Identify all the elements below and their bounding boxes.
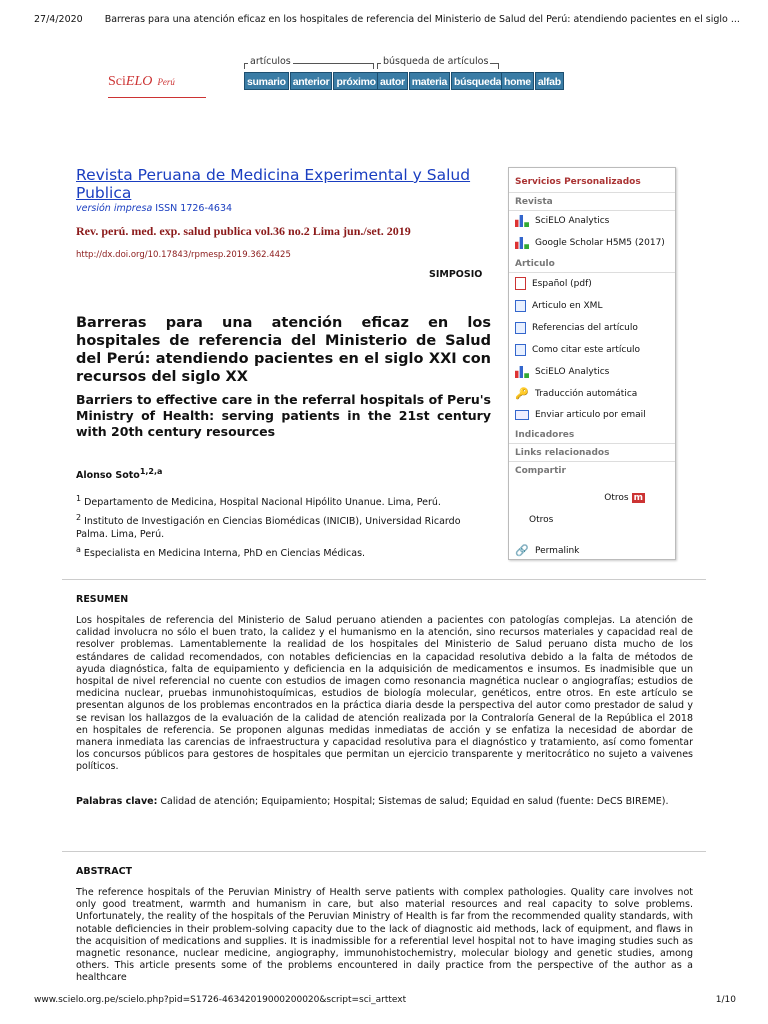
xml-icon [515, 300, 526, 312]
sidebar-item-email[interactable]: Enviar articulo por email [509, 406, 675, 426]
issn-value: ISSN 1726-4634 [155, 203, 233, 214]
affiliation-a: $^a$ Especialista en Medicina Interna, PhD en Ciencias Médicas. [76, 545, 366, 560]
sidebar-item-permalink[interactable]: 🔗 Permalink [515, 544, 580, 557]
home-button[interactable]: home [501, 72, 534, 90]
resumen-heading: RESUMEN [76, 594, 129, 605]
sidebar-section-links[interactable]: Links relacionados [509, 444, 675, 462]
abstract-heading: ABSTRACT [76, 866, 133, 877]
alfab-button[interactable]: alfab [535, 72, 564, 90]
affiliations [76, 492, 491, 562]
sidebar-item-pdf[interactable]: Español (pdf) [509, 273, 675, 296]
keywords-label: Palabras clave: [76, 796, 158, 807]
sidebar-item-como-citar[interactable]: Como citar este artículo [509, 340, 675, 362]
keywords-text: Calidad de atención; Equipamiento; Hospital; Sistemas de salud; Equidad en salud (fuente: DeCS BIREME). [157, 796, 669, 807]
citation: Rev. perú. med. exp. salud publica vol.36 no.2 Lima jun./set. 2019 [76, 224, 411, 238]
email-icon [515, 410, 529, 420]
issn-line [76, 203, 232, 214]
version-label: versión impresa [76, 203, 153, 214]
sidebar-item-xml[interactable]: Articulo en XML [509, 296, 675, 318]
busqueda-button[interactable]: búsqueda [451, 72, 504, 90]
nav-articulos-caption: artículos [250, 56, 291, 67]
analytics-icon [515, 366, 529, 378]
sidebar-item-traduccion[interactable]: 🔑 Traducción automática [515, 387, 638, 400]
proximo-button[interactable]: próximo [333, 72, 378, 90]
print-title: Barreras para una atención eficaz en los hospitales de referencia del Ministerio de Salud del Perú: atendiendo pacientes en el siglo ... [104, 14, 740, 25]
print-footer [34, 995, 736, 1005]
abstract-text: The reference hospitals of the Peruvian Ministry of Health serve patients with complex pathologies. Quality care involves not only good treatment, warmth and humanism in care, but also material resources and real capacity to solve problems. Unfortunately, the reality of the hospitals of the Peruvian Ministry of Health is far from the recommended quality standards, with notable deficiencies in their problem-solving capacity due to the lack of diagnostic aid methods, lack of equipment, and flaws in the acquisition of medications and supplies. It is inadmissible for a referential level hospital not to have imaging studies such as magnetic resonance, nuclear medicine, angiography, immunohistochemistry, molecular biology and genetic studies, among others. This article presents some of the problems encountered in daily practice from the perspective of the author as a healthcare [76, 887, 693, 984]
resumen-text: Los hospitales de referencia del Ministerio de Salud peruano atienden a pacientes con patologías complejas. La atención de calidad involucra no sólo el buen trato, la calidez y el humanismo en la atención, sino recursos materiales y capacidad real de resolver problemas. Lamentablemente la realidad de los hospitales del Ministerio de Salud peruano dista mucho de los estándares de calidad recomendados, con notables deficiencias en la capacidad resolutiva debido a la falta de métodos de ayuda diagnóstica, falta de equipamiento y deficiencia en la adquisición de medicamentos e insumos. Es inadmisible que un hospital de nivel referencial no cuente con estudios de imagen como resonancia magnética nuclear o angiografías; estudios de medicina nuclear, pruebas inmunohistoquímicas, estudios de biología molecular, genéticos, entre otros. En este artículo se presentan algunos de los problemas encontrados en la práctica diaria desde la perspectiva del autor como prestador de salud y se revisan los hallazgos de la evaluación de la calidad de atención realizada por la Contraloría General de la República el 2018 en hospitales de referencia. Se proponen algunas medidas inmediatas de acción y se enfatiza la necesidad de abordar de manera inmediata las carencias de infraestructura y capacidad resolutiva para el diagnóstico y tratamiento, así como fomentar los concursos públicos para gestores de hospitales que permitan un ejercicio transparente y meritocrático no sujeto a vaivenes políticos. [76, 615, 693, 773]
sumario-button[interactable]: sumario [244, 72, 289, 90]
affiliation-1: $^1$ Departamento de Medicina, Hospital Nacional Hipólito Unanue. Lima, Perú. [76, 494, 441, 509]
doi-link[interactable]: http://dx.doi.org/10.17843/rpmesp.2019.362.4425 [76, 250, 291, 260]
share-otros-label: Otros [604, 493, 629, 503]
sidebar-section-revista: Revista [509, 193, 675, 211]
nav-busqueda-caption: búsqueda de artículos [383, 56, 489, 67]
keywords [76, 796, 693, 809]
mendeley-icon: m [633, 493, 643, 503]
services-sidebar [508, 167, 676, 560]
sidebar-section-articulo: Articulo [509, 255, 675, 273]
sidebar-item-referencias[interactable]: Referencias del artículo [509, 318, 675, 340]
pdf-icon [515, 277, 526, 290]
print-date: 27/4/2020 [34, 14, 83, 25]
bar-chart-icon [515, 237, 529, 249]
share-otros[interactable]: Otros [529, 515, 554, 525]
author-sup: 1,2,a [139, 467, 163, 476]
print-page-number: 1/10 [715, 995, 736, 1005]
sidebar-item-scielo-analytics-articulo[interactable]: SciELO Analytics [509, 362, 675, 384]
sidebar-header: Servicios Personalizados [509, 168, 675, 193]
print-url: www.scielo.org.pe/scielo.php?pid=S1726-46342019000200020&script=sci_arttext [34, 995, 407, 1005]
sidebar-section-compartir: Compartir [515, 466, 566, 476]
scielo-peru-logo[interactable]: SciELO Perú [108, 70, 206, 98]
share-otros-mendeley[interactable] [509, 479, 675, 511]
translate-icon: 🔑 [515, 387, 529, 400]
autor-button[interactable]: autor [377, 72, 408, 90]
sidebar-section-indicadores[interactable]: Indicadores [509, 426, 675, 444]
link-icon: 🔗 [515, 544, 529, 557]
divider [62, 851, 706, 852]
article-title-en: Barriers to effective care in the referral hospitals of Peru's Ministry of Health: serving patients in the 21st century with 20th century resources [76, 392, 491, 439]
article-title-es: Barreras para una atención eficaz en los hospitales de referencia del Ministerio de Salud del Perú: atendiendo pacientes en el siglo XXI con recursos del siglo XX [76, 315, 491, 385]
references-icon [515, 322, 526, 334]
author-name: Alonso Soto [76, 470, 140, 482]
sidebar-item-google-scholar[interactable]: Google Scholar H5M5 (2017) [509, 233, 675, 255]
author [76, 467, 162, 481]
cite-icon [515, 344, 526, 356]
affiliation-2: $^2$ Instituto de Investigación en Ciencias Biomédicas (INICIB), Universidad Ricardo Palma. Lima, Perú. [76, 513, 461, 541]
journal-title-link[interactable]: Revista Peruana de Medicina Experimental y Salud Publica [76, 166, 471, 202]
section-label: SIMPOSIO [429, 269, 483, 280]
bar-chart-icon [515, 215, 529, 227]
print-header [34, 14, 740, 25]
anterior-button[interactable]: anterior [290, 72, 333, 90]
divider [62, 579, 706, 580]
sidebar-item-scielo-analytics-revista[interactable]: SciELO Analytics [509, 211, 675, 233]
materia-button[interactable]: materia [409, 72, 450, 90]
